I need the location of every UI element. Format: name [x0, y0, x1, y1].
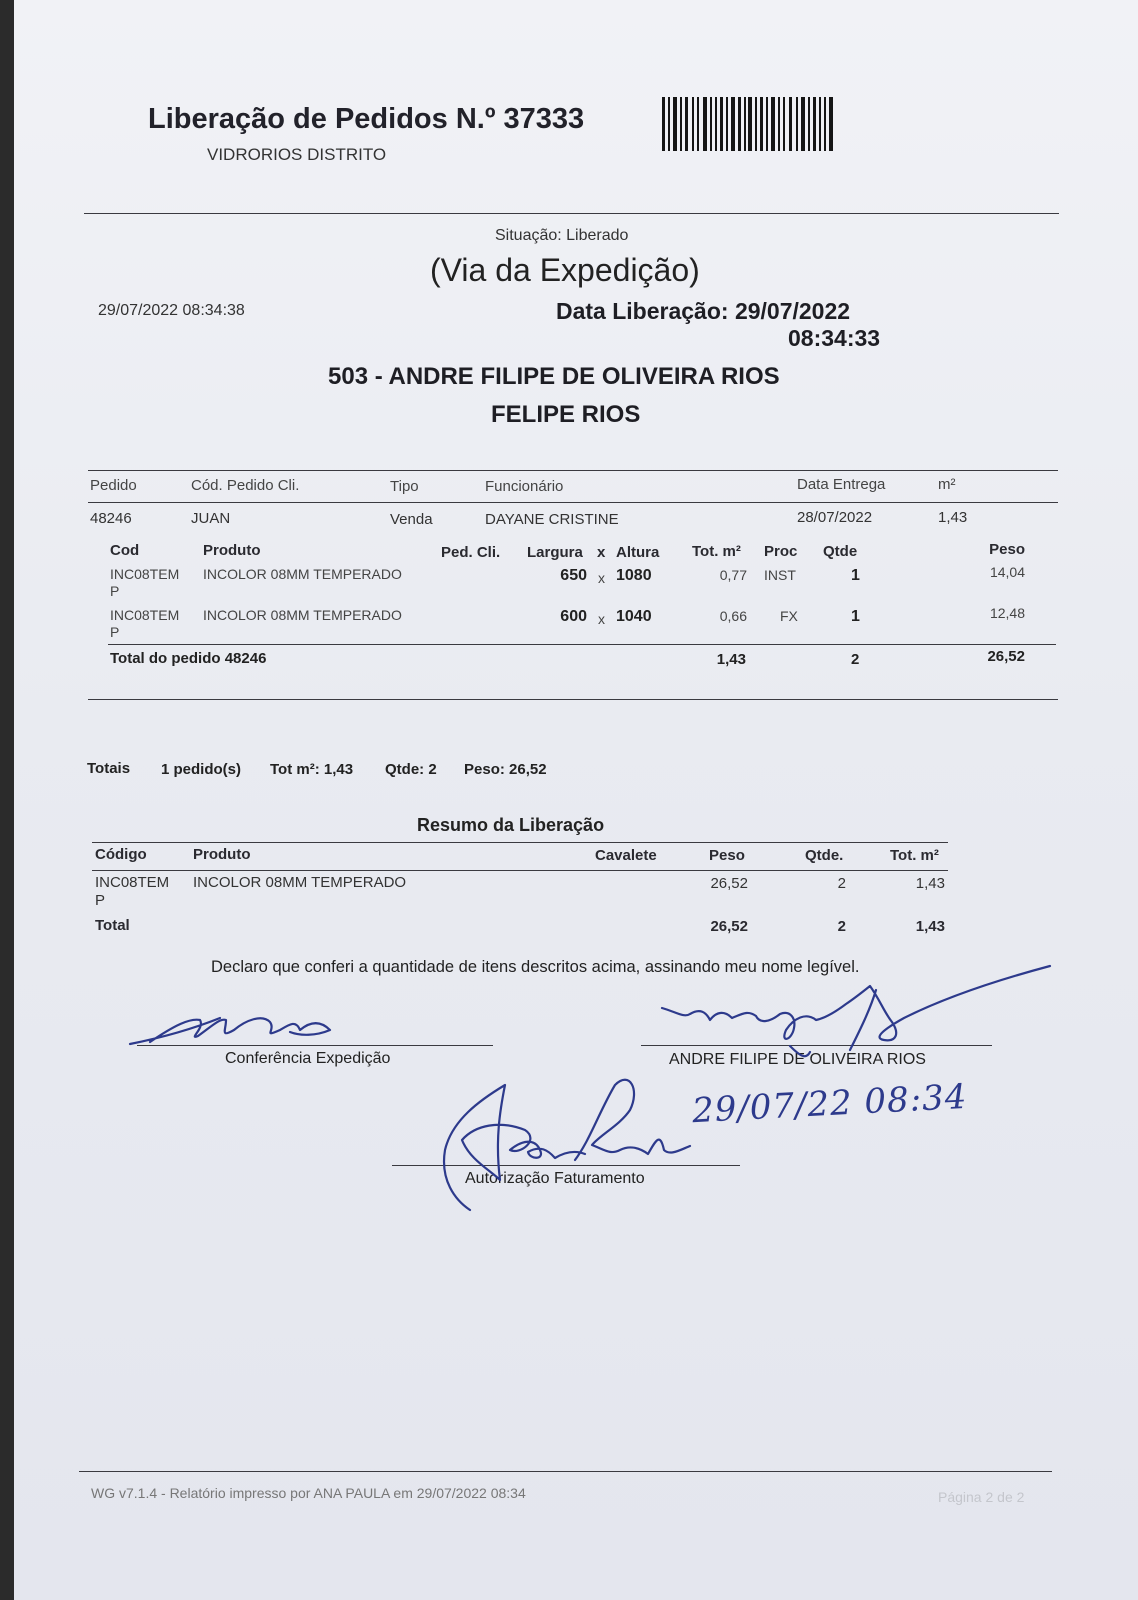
signature-label-conferencia: Conferência Expedição — [225, 1050, 391, 1067]
item-cod-cont: P — [110, 583, 120, 599]
summary-total-label: Total — [95, 917, 130, 934]
item-header-largura: Largura — [527, 544, 583, 561]
col-header-cod-pedido-cli: Cód. Pedido Cli. — [191, 477, 300, 494]
item-header-tot-m2: Tot. m² — [692, 543, 741, 560]
summary-total-qtde: 2 — [837, 918, 846, 935]
divider — [88, 470, 1058, 471]
release-date: Data Liberação: 29/07/2022 — [556, 298, 851, 324]
item-x: x — [598, 611, 605, 627]
item-largura: 600 — [560, 608, 587, 625]
totais-label: Totais — [87, 760, 131, 777]
summary-qtde: 2 — [837, 875, 846, 892]
item-header-qtde: Qtde — [823, 543, 858, 560]
status-text: Situação: Liberado — [495, 227, 629, 244]
col-header-m2: m² — [938, 476, 956, 493]
item-produto: INCOLOR 08MM TEMPERADO — [203, 566, 402, 582]
col-header-pedido: Pedido — [90, 477, 137, 494]
totais-tot-m2: Tot m²: 1,43 — [270, 761, 354, 778]
summary-produto: INCOLOR 08MM TEMPERADO — [193, 874, 407, 891]
summary-header-produto: Produto — [193, 846, 251, 863]
signature-line-conferencia — [137, 1045, 493, 1046]
item-header-proc: Proc — [764, 543, 798, 560]
document-title: Liberação de Pedidos N.º 37333 — [148, 103, 585, 135]
item-peso: 14,04 — [989, 564, 1025, 580]
summary-total-peso: 26,52 — [710, 918, 748, 935]
item-cod-cont: P — [110, 624, 120, 640]
order-total-m2: 1,43 — [716, 651, 746, 668]
item-qtde: 1 — [851, 608, 860, 625]
item-cod: INC08TEM — [110, 566, 180, 582]
cell-data-entrega: 28/07/2022 — [797, 509, 873, 526]
item-tot-m2: 0,77 — [719, 567, 747, 583]
cell-tipo: Venda — [390, 511, 433, 528]
item-proc: FX — [780, 608, 798, 624]
divider — [108, 644, 1056, 645]
handwritten-date: 29/07/22 08:34 — [691, 1076, 969, 1132]
item-x: x — [598, 570, 605, 586]
summary-title: Resumo da Liberação — [417, 815, 605, 835]
company-name: VIDRORIOS DISTRITO — [207, 145, 387, 164]
item-header-altura: Altura — [616, 544, 660, 561]
release-time: 08:34:33 — [788, 325, 881, 351]
divider — [88, 699, 1058, 700]
barcode-icon — [662, 97, 834, 151]
summary-total-tot-m2: 1,43 — [915, 918, 945, 935]
declaration-text: Declaro que conferi a quantidade de itens descritos acima, assinando meu nome legível. — [211, 958, 860, 976]
summary-header-peso: Peso — [709, 847, 745, 864]
divider — [84, 213, 1059, 214]
item-altura: 1040 — [616, 608, 652, 625]
totais-pedidos: 1 pedido(s) — [161, 761, 242, 778]
summary-header-tot-m2: Tot. m² — [890, 847, 939, 864]
summary-peso: 26,52 — [710, 875, 748, 892]
divider — [88, 502, 1058, 503]
item-header-produto: Produto — [203, 542, 261, 559]
order-total-label: Total do pedido 48246 — [110, 650, 267, 667]
col-header-data-entrega: Data Entrega — [797, 476, 886, 493]
item-header-x: x — [597, 544, 606, 561]
summary-header-qtde: Qtde. — [805, 847, 844, 864]
signature-label-autorizacao: Autorização Faturamento — [465, 1170, 645, 1187]
col-header-tipo: Tipo — [390, 478, 419, 495]
item-proc: INST — [764, 567, 796, 583]
copy-type: (Via da Expedição) — [430, 252, 700, 288]
summary-tot-m2: 1,43 — [915, 875, 945, 892]
item-header-ped-cli: Ped. Cli. — [441, 544, 501, 561]
summary-codigo: INC08TEM — [95, 874, 170, 891]
item-peso: 12,48 — [989, 605, 1025, 621]
divider — [79, 1471, 1052, 1472]
order-total-peso: 26,52 — [987, 648, 1025, 665]
client-name: 503 - ANDRE FILIPE DE OLIVEIRA RIOS — [328, 363, 780, 390]
cell-pedido: 48246 — [90, 510, 132, 527]
divider — [92, 842, 948, 843]
item-header-cod: Cod — [110, 542, 140, 559]
divider — [92, 870, 948, 871]
client-nickname: FELIPE RIOS — [491, 401, 641, 428]
print-datetime: 29/07/2022 08:34:38 — [98, 302, 245, 319]
cell-m2: 1,43 — [938, 509, 968, 526]
summary-header-cavalete: Cavalete — [595, 847, 657, 864]
signature-label-cliente: ANDRE FILIPE DE OLIVEIRA RIOS — [669, 1051, 926, 1068]
totais-peso: Peso: 26,52 — [464, 761, 547, 778]
page-number: Página 2 de 2 — [938, 1489, 1025, 1505]
item-tot-m2: 0,66 — [719, 608, 747, 624]
cell-cod-pedido-cli: JUAN — [191, 510, 231, 527]
col-header-funcionario: Funcionário — [485, 478, 564, 495]
item-produto: INCOLOR 08MM TEMPERADO — [203, 607, 402, 623]
item-largura: 650 — [560, 567, 587, 584]
item-altura: 1080 — [616, 567, 652, 584]
order-total-qtde: 2 — [851, 651, 860, 668]
item-cod: INC08TEM — [110, 607, 180, 623]
summary-header-codigo: Código — [95, 846, 147, 863]
totais-qtde: Qtde: 2 — [385, 761, 437, 778]
footer-report-info: WG v7.1.4 - Relatório impresso por ANA PAULA em 29/07/2022 08:34 — [91, 1485, 526, 1501]
summary-codigo-cont: P — [95, 892, 106, 909]
item-qtde: 1 — [851, 567, 860, 584]
signature-line-autorizacao — [392, 1165, 740, 1166]
signature-line-cliente — [641, 1045, 992, 1046]
item-header-peso: Peso — [989, 541, 1025, 558]
cell-funcionario: DAYANE CRISTINE — [485, 511, 619, 528]
